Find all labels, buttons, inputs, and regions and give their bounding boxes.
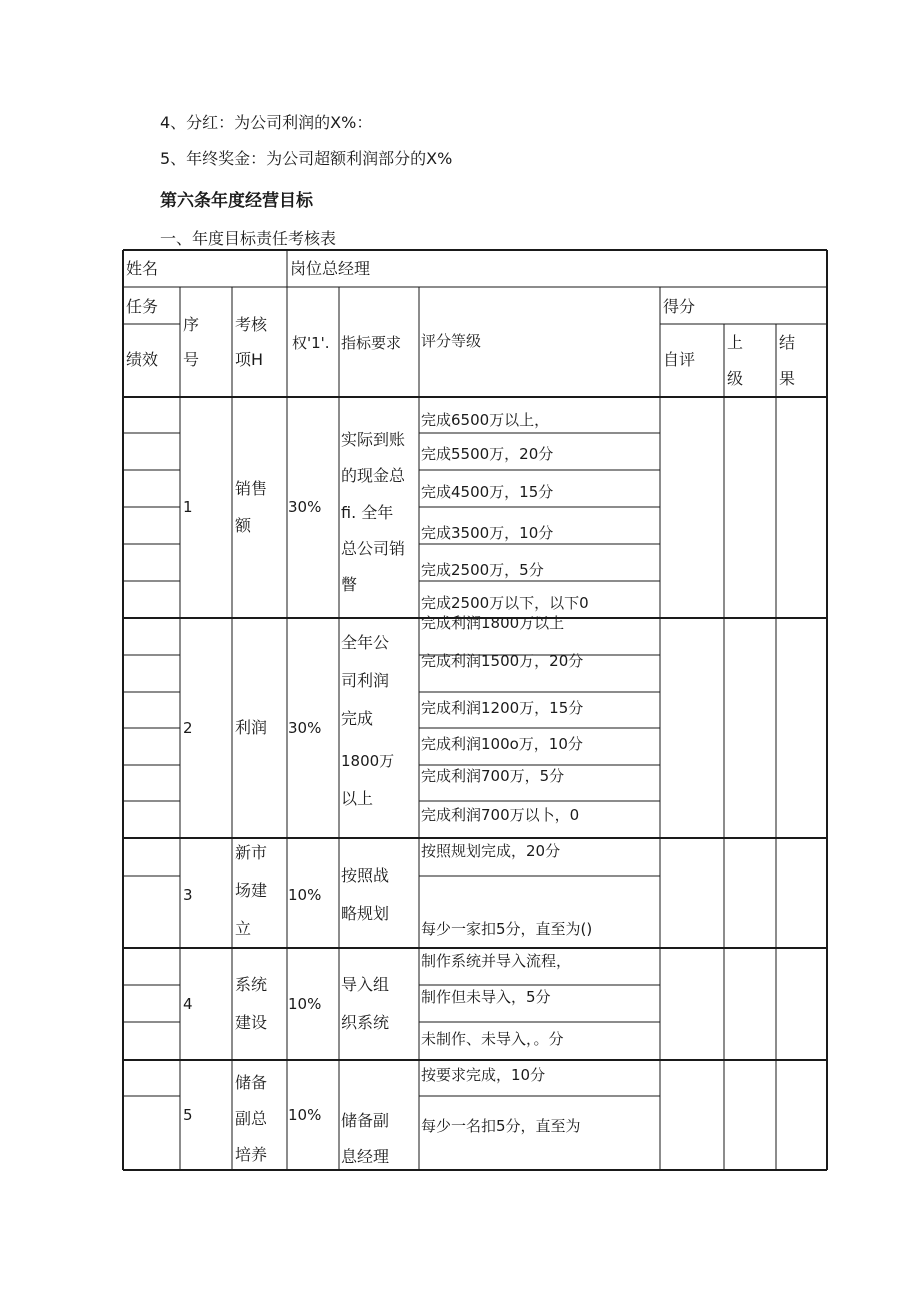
row-5-seq: 5	[183, 1106, 193, 1124]
row-4-grade-1: 制作系统并导入流程，	[421, 952, 572, 970]
row-1-grade-5: 完成2500万，5分	[421, 561, 544, 579]
row-1-weight: 30%	[288, 498, 322, 516]
row-1-indicator-2: 的现金总	[341, 466, 406, 485]
row-3-item-3: 立	[235, 919, 252, 938]
row-2-item-1: 利润	[235, 718, 268, 737]
row-1-grade-6: 完成2500万以下，以下0	[421, 594, 589, 612]
row-3-indicator-1: 按照战	[341, 866, 390, 885]
name-label: 姓名	[126, 259, 159, 278]
row-4-item-2: 建设	[235, 1013, 268, 1032]
row-4-seq: 4	[183, 995, 193, 1013]
header-task: 任务	[126, 297, 159, 316]
row-1-seq: 1	[183, 498, 193, 516]
row-5-item-2: 副总	[235, 1109, 268, 1128]
header-seq-1: 序	[183, 315, 200, 334]
row-5-grade-2: 每少一名扣5分，直至为	[421, 1117, 581, 1135]
row-3-weight: 10%	[288, 886, 322, 904]
row-2-seq: 2	[183, 719, 193, 737]
row-2-indicator-5: 以上	[341, 789, 374, 808]
header-indicator: 指标要求	[341, 334, 402, 352]
row-4-grade-3: 未制作、未导入，。分	[421, 1030, 564, 1048]
row-1-item-1: 销售	[235, 479, 268, 498]
header-item-1: 考核	[235, 315, 268, 334]
row-1-grade-4: 完成3500万，10分	[421, 524, 554, 542]
row-1-indicator-3: fi. 全年	[341, 503, 394, 522]
row-2-indicator-3: 完成	[341, 709, 374, 728]
header-seq-2: 号	[183, 350, 200, 369]
header-score: 得分	[663, 297, 696, 316]
row-2-indicator-4: 1800万	[341, 752, 395, 770]
row-3-grade-2: 每少一家扣5分，直至为()	[421, 920, 593, 938]
row-1-grade-1: 完成6500万以上，	[421, 411, 550, 429]
row-1-item-2: 额	[235, 516, 252, 535]
header-performance: 绩效	[126, 350, 159, 369]
row-3-item-2: 场建	[235, 881, 268, 900]
header-superior-2: 级	[727, 369, 744, 388]
row-1-grade-3: 完成4500万，15分	[421, 483, 554, 501]
row-5-item-1: 储备	[235, 1073, 268, 1092]
header-superior-1: 上	[727, 333, 744, 352]
row-2-grade-1: 完成利润1800万以上	[421, 614, 565, 632]
row-4-item-1: 系统	[235, 975, 268, 994]
row-4-indicator-2: 织系统	[341, 1013, 390, 1032]
row-3-seq: 3	[183, 886, 193, 904]
header-result-2: 果	[779, 369, 796, 388]
header-self: 自评	[663, 350, 696, 369]
row-5-indicator-2: 息经理	[341, 1147, 390, 1166]
row-2-grade-3: 完成利润1200万，15分	[421, 699, 584, 717]
row-3-grade-1: 按照规划完成，20分	[421, 842, 561, 860]
table-caption: 一、年度目标责任考核表	[160, 229, 337, 248]
row-2-grade-6: 完成利润700万以卜，0	[421, 806, 580, 824]
row-3-indicator-2: 略规划	[341, 904, 390, 923]
position-label: 岗位总经理	[290, 259, 371, 278]
row-1-indicator-4: 总公司销	[341, 539, 406, 558]
row-5-indicator-1: 储备副	[341, 1111, 390, 1130]
row-5-item-3: 培养	[235, 1145, 268, 1164]
row-2-grade-5: 完成利润700万，5分	[421, 767, 565, 785]
row-2-grade-4: 完成利润100o万，10分	[421, 735, 583, 753]
header-item-2: 项H	[235, 350, 264, 369]
row-2-indicator-2: 司利润	[341, 671, 390, 690]
row-3-item-1: 新市	[235, 843, 268, 862]
header-result-1: 结	[779, 333, 796, 352]
row-4-indicator-1: 导入组	[341, 975, 390, 994]
text-line-bonus: 5、年终奖金：为公司超额利润部分的X%	[160, 149, 453, 168]
header-weight: 权'1'.	[292, 334, 330, 352]
row-4-grade-2: 制作但未导入，5分	[421, 988, 551, 1006]
header-grading: 评分等级	[421, 332, 482, 350]
row-5-grade-1: 按要求完成，10分	[421, 1066, 546, 1084]
row-1-grade-2: 完成5500万，20分	[421, 445, 554, 463]
row-2-indicator-1: 全年公	[341, 633, 390, 652]
row-1-indicator-5: 瞥	[341, 575, 358, 594]
row-1-indicator-1: 实际到账	[341, 430, 406, 449]
row-4-weight: 10%	[288, 995, 322, 1013]
row-2-grade-2: 完成利润1500万，20分	[421, 652, 584, 670]
text-line-dividend: 4、分红：为公司利润的X%：	[160, 113, 373, 132]
row-2-weight: 30%	[288, 719, 322, 737]
section-heading: 第六条年度经营目标	[160, 191, 313, 211]
row-5-weight: 10%	[288, 1106, 322, 1124]
